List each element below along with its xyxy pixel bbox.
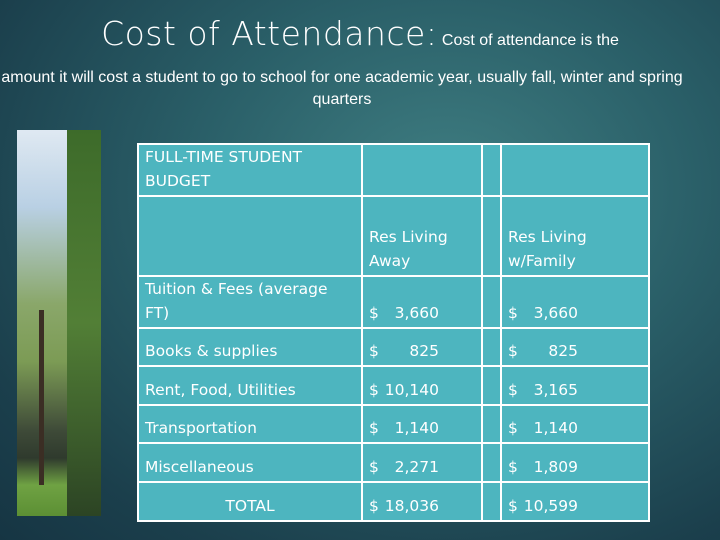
table-row	[138, 276, 649, 328]
row-label: Miscellaneous	[138, 443, 362, 482]
amount-family: 1,809	[533, 458, 578, 476]
table-row	[138, 443, 649, 482]
title-inline: Cost of attendance is the	[441, 32, 619, 49]
row-label: Books & supplies	[138, 328, 362, 366]
currency-symbol: $	[369, 381, 379, 399]
row-label: Tuition & Fees (average FT)	[138, 276, 362, 328]
table-row	[138, 405, 649, 443]
total-label: TOTAL	[138, 482, 362, 521]
col-header-family: Res Living w/Family	[501, 196, 649, 276]
amount-family: 825	[548, 342, 578, 360]
currency-symbol: $	[369, 497, 379, 515]
amount-family: 3,660	[533, 304, 578, 322]
slide-title	[0, 14, 720, 53]
table-header: FULL-TIME STUDENT BUDGET	[138, 144, 362, 196]
row-label: Transportation	[138, 405, 362, 443]
currency-symbol: $	[369, 342, 379, 360]
amount-family: 1,140	[533, 419, 578, 437]
table-row	[138, 366, 649, 405]
amount-away: 825	[409, 342, 439, 360]
amount-family: 10,599	[523, 497, 578, 515]
currency-symbol: $	[508, 381, 518, 399]
amount-away: 1,140	[394, 419, 439, 437]
currency-symbol: $	[369, 419, 379, 437]
title-continuation: amount it will cost a student to go to school for one academic year, usually fall, winter and spring quarters	[1, 69, 683, 108]
amount-away: 3,660	[394, 304, 439, 322]
currency-symbol: $	[508, 304, 518, 322]
currency-symbol: $	[369, 458, 379, 476]
title-main: Cost of Attendance:	[101, 14, 438, 53]
amount-family: 3,165	[533, 381, 578, 399]
row-label: Rent, Food, Utilities	[138, 366, 362, 405]
currency-symbol: $	[369, 304, 379, 322]
amount-away: 18,036	[384, 497, 439, 515]
table-row	[138, 328, 649, 366]
col-header-away: Res Living Away	[362, 196, 482, 276]
currency-symbol: $	[508, 419, 518, 437]
currency-symbol: $	[508, 342, 518, 360]
total-row	[138, 482, 649, 521]
currency-symbol: $	[508, 458, 518, 476]
campus-photo	[17, 130, 101, 516]
budget-table	[137, 143, 650, 522]
currency-symbol: $	[508, 497, 518, 515]
amount-away: 2,271	[394, 458, 439, 476]
amount-away: 10,140	[384, 381, 439, 399]
